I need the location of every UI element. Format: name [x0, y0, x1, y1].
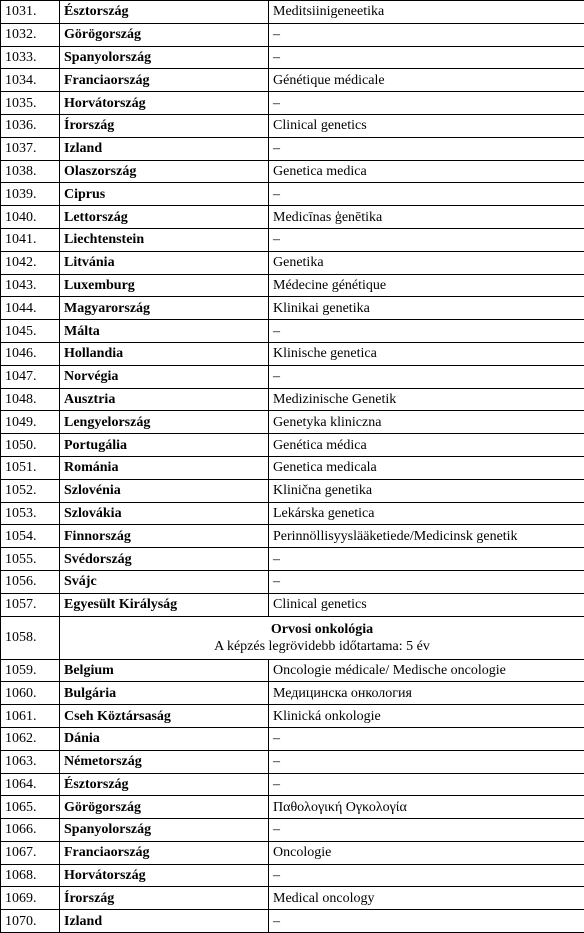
- table-row: [1, 750, 584, 773]
- country-name: Litvánia: [60, 251, 269, 274]
- row-number: 1059.: [1, 659, 60, 682]
- country-name: Észtország: [60, 1, 269, 24]
- specialty-name: Clinical genetics: [269, 114, 584, 137]
- table-row: [1, 570, 584, 593]
- specialty-name: –: [269, 365, 584, 388]
- country-name: Norvégia: [60, 365, 269, 388]
- specialty-name: –: [269, 183, 584, 206]
- specialty-name: Медицинска онкология: [269, 682, 584, 705]
- specialty-name: –: [269, 228, 584, 251]
- row-number: 1045.: [1, 320, 60, 343]
- specialty-name: Médecine génétique: [269, 274, 584, 297]
- row-number: 1031.: [1, 1, 60, 24]
- row-number: 1060.: [1, 682, 60, 705]
- country-name: Olaszország: [60, 160, 269, 183]
- table-row: [1, 69, 584, 92]
- country-name: Németország: [60, 750, 269, 773]
- specialty-name: Klinična genetika: [269, 479, 584, 502]
- genetics-rows: [1, 1, 584, 617]
- table-row: [1, 819, 584, 842]
- country-name: Finnország: [60, 525, 269, 548]
- table-row: [1, 659, 584, 682]
- table-row: [1, 548, 584, 571]
- specialty-name: Medizinische Genetik: [269, 388, 584, 411]
- country-name: Görögország: [60, 796, 269, 819]
- country-name: Egyesült Királyság: [60, 593, 269, 616]
- specialty-name: –: [269, 23, 584, 46]
- row-number: 1046.: [1, 342, 60, 365]
- table-row: [1, 525, 584, 548]
- row-number: 1064.: [1, 773, 60, 796]
- row-number: 1032.: [1, 23, 60, 46]
- specialty-name: Παθολογική Ογκολογία: [269, 796, 584, 819]
- specialty-name: Genética médica: [269, 434, 584, 457]
- table-row: [1, 502, 584, 525]
- row-number: 1068.: [1, 864, 60, 887]
- specialty-name: –: [269, 46, 584, 69]
- specialty-name: –: [269, 92, 584, 115]
- row-number: 1036.: [1, 114, 60, 137]
- specialty-name: Génétique médicale: [269, 69, 584, 92]
- row-number: 1048.: [1, 388, 60, 411]
- country-name: Franciaország: [60, 841, 269, 864]
- table-row: [1, 114, 584, 137]
- row-number: 1058.: [1, 616, 60, 659]
- row-number: 1034.: [1, 69, 60, 92]
- table-row: [1, 864, 584, 887]
- specialty-name: –: [269, 570, 584, 593]
- country-name: Szlovénia: [60, 479, 269, 502]
- specialty-name: –: [269, 773, 584, 796]
- table-row: [1, 479, 584, 502]
- specialty-name: Klinická onkologie: [269, 705, 584, 728]
- country-name: Svájc: [60, 570, 269, 593]
- table-row: [1, 160, 584, 183]
- specialty-name: Oncologie médicale/ Medische oncologie: [269, 659, 584, 682]
- country-name: Izland: [60, 137, 269, 160]
- table-row: [1, 841, 584, 864]
- table-row: [1, 1, 584, 24]
- table-row: [1, 682, 584, 705]
- table-row: [1, 92, 584, 115]
- training-duration: A képzés legrövidebb időtartama: 5 év: [64, 638, 580, 655]
- specialty-name: –: [269, 548, 584, 571]
- specialty-name: Oncologie: [269, 841, 584, 864]
- country-name: Hollandia: [60, 342, 269, 365]
- row-number: 1061.: [1, 705, 60, 728]
- row-number: 1062.: [1, 727, 60, 750]
- row-number: 1042.: [1, 251, 60, 274]
- row-number: 1051.: [1, 456, 60, 479]
- specialty-name: Klinische genetica: [269, 342, 584, 365]
- table-row: [1, 796, 584, 819]
- specialty-name: –: [269, 320, 584, 343]
- row-number: 1035.: [1, 92, 60, 115]
- specialty-name: Genetica medica: [269, 160, 584, 183]
- country-name: Portugália: [60, 434, 269, 457]
- table-row: [1, 342, 584, 365]
- table-row: [1, 456, 584, 479]
- row-number: 1047.: [1, 365, 60, 388]
- row-number: 1043.: [1, 274, 60, 297]
- specialty-name: –: [269, 819, 584, 842]
- country-name: Málta: [60, 320, 269, 343]
- table-row: [1, 320, 584, 343]
- country-name: Cseh Köztársaság: [60, 705, 269, 728]
- country-name: Bulgária: [60, 682, 269, 705]
- table-row: [1, 228, 584, 251]
- country-name: Lettország: [60, 206, 269, 229]
- country-name: Írország: [60, 887, 269, 910]
- country-name: Dánia: [60, 727, 269, 750]
- row-number: 1057.: [1, 593, 60, 616]
- row-number: 1066.: [1, 819, 60, 842]
- country-name: Svédország: [60, 548, 269, 571]
- table-row: [1, 274, 584, 297]
- row-number: 1056.: [1, 570, 60, 593]
- table-row: [1, 46, 584, 69]
- row-number: 1055.: [1, 548, 60, 571]
- country-name: Ciprus: [60, 183, 269, 206]
- table-row: [1, 388, 584, 411]
- specialty-name: Genetika: [269, 251, 584, 274]
- table-row: [1, 251, 584, 274]
- oncology-rows: [1, 659, 584, 933]
- country-name: Ausztria: [60, 388, 269, 411]
- row-number: 1063.: [1, 750, 60, 773]
- country-name: Észtország: [60, 773, 269, 796]
- specialty-name: –: [269, 137, 584, 160]
- specialty-heading: [60, 616, 584, 659]
- row-number: 1044.: [1, 297, 60, 320]
- specialty-name: Lekárska genetica: [269, 502, 584, 525]
- country-name: Szlovákia: [60, 502, 269, 525]
- table-row: [1, 23, 584, 46]
- specialty-name: Clinical genetics: [269, 593, 584, 616]
- specialty-name: Perinnöllisyyslääketiede/Medicinsk genetik: [269, 525, 584, 548]
- row-number: 1054.: [1, 525, 60, 548]
- country-name: Luxemburg: [60, 274, 269, 297]
- row-number: 1049.: [1, 411, 60, 434]
- country-name: Magyarország: [60, 297, 269, 320]
- specialty-name: –: [269, 864, 584, 887]
- table-row: [1, 727, 584, 750]
- row-number: 1033.: [1, 46, 60, 69]
- country-name: Spanyolország: [60, 46, 269, 69]
- table-row: [1, 137, 584, 160]
- specialty-title: Orvosi onkológia: [64, 621, 580, 638]
- row-number: 1050.: [1, 434, 60, 457]
- row-number: 1070.: [1, 910, 60, 933]
- country-name: Belgium: [60, 659, 269, 682]
- table-row: [1, 365, 584, 388]
- table-row: [1, 593, 584, 616]
- row-number: 1067.: [1, 841, 60, 864]
- row-number: 1053.: [1, 502, 60, 525]
- country-name: Írország: [60, 114, 269, 137]
- table-row: [1, 887, 584, 910]
- specialty-name: Medicīnas ģenētika: [269, 206, 584, 229]
- country-name: Franciaország: [60, 69, 269, 92]
- table-row: [1, 434, 584, 457]
- country-name: Lengyelország: [60, 411, 269, 434]
- table-row: [1, 206, 584, 229]
- country-name: Liechtenstein: [60, 228, 269, 251]
- row-number: 1041.: [1, 228, 60, 251]
- specialty-name: Klinikai genetika: [269, 297, 584, 320]
- row-number: 1038.: [1, 160, 60, 183]
- country-name: Spanyolország: [60, 819, 269, 842]
- row-number: 1039.: [1, 183, 60, 206]
- row-number: 1040.: [1, 206, 60, 229]
- specialty-name: Meditsiinigeneetika: [269, 1, 584, 24]
- row-number: 1037.: [1, 137, 60, 160]
- specialty-name: –: [269, 910, 584, 933]
- country-name: Horvátország: [60, 864, 269, 887]
- table-row: [1, 297, 584, 320]
- specialty-name: –: [269, 750, 584, 773]
- specialty-name: –: [269, 727, 584, 750]
- country-name: Görögország: [60, 23, 269, 46]
- specialty-name: Medical oncology: [269, 887, 584, 910]
- table-row: [1, 910, 584, 933]
- specialty-name: Genetyka kliniczna: [269, 411, 584, 434]
- country-name: Románia: [60, 456, 269, 479]
- table-row: [1, 616, 584, 659]
- table-row: [1, 705, 584, 728]
- row-number: 1052.: [1, 479, 60, 502]
- country-name: Izland: [60, 910, 269, 933]
- specialty-name: Genetica medicala: [269, 456, 584, 479]
- country-name: Horvátország: [60, 92, 269, 115]
- table-row: [1, 411, 584, 434]
- row-number: 1069.: [1, 887, 60, 910]
- oncology-heading-section: [1, 616, 584, 659]
- table-row: [1, 183, 584, 206]
- row-number: 1065.: [1, 796, 60, 819]
- table-row: [1, 773, 584, 796]
